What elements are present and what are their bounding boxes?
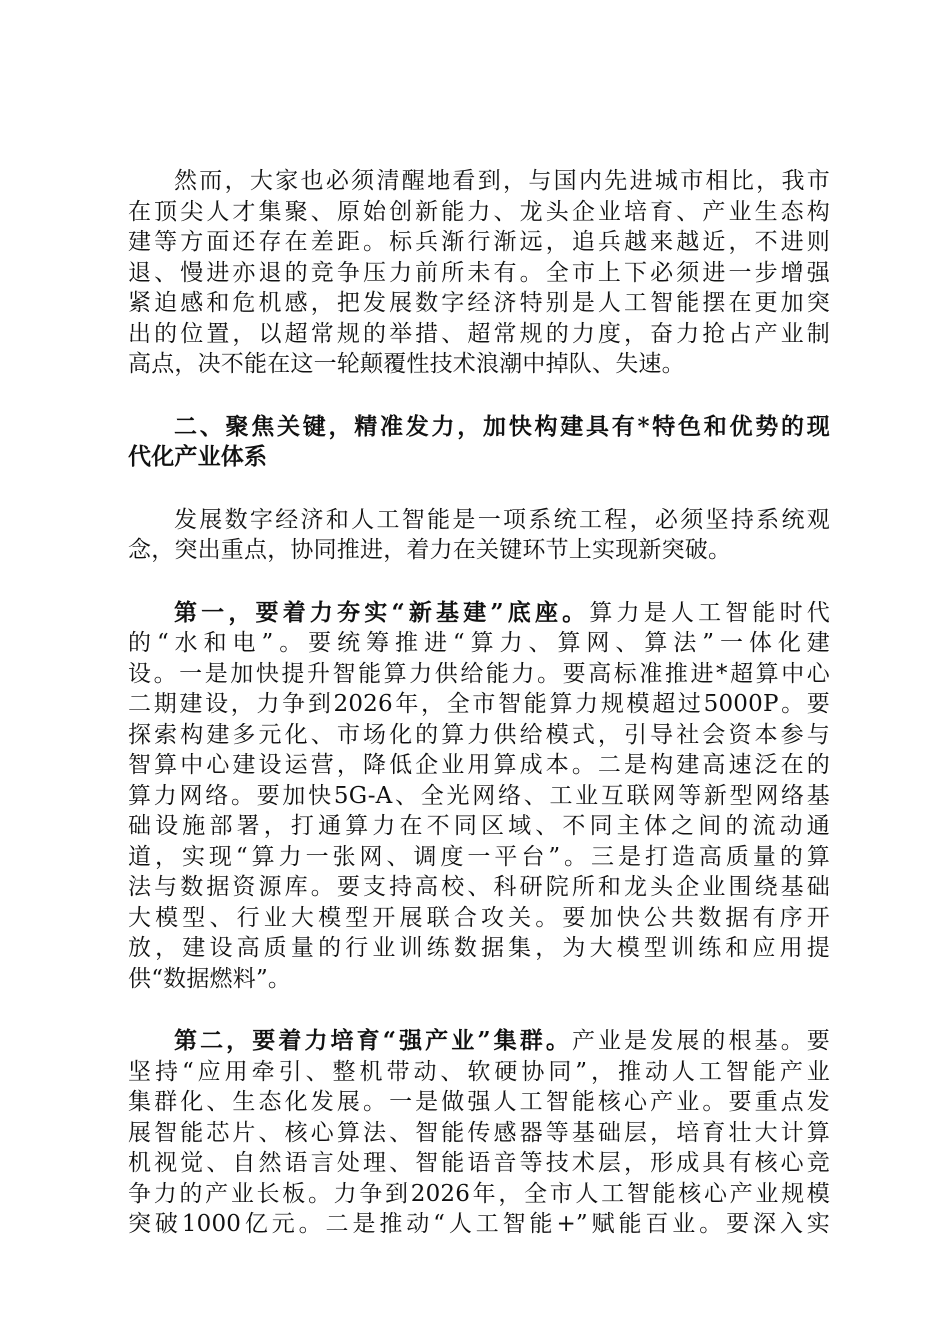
paragraph-line: 争力的产业长板。力争到2026年，全市人工智能核心产业规模 — [128, 1180, 830, 1207]
section-heading — [128, 412, 830, 473]
paragraph-line: 础设施部署，打通算力在不同区域、不同主体之间的流动通 — [128, 813, 830, 839]
paragraph-line: 供“数据燃料”。 — [128, 965, 292, 992]
paragraph-line: 探索构建多元化、市场化的算力供给模式，引导社会资本参与 — [128, 721, 830, 748]
paragraph-line: 发展数字经济和人工智能是一项系统工程，必须坚持系统观 — [174, 506, 830, 533]
paragraph-spacer — [128, 380, 830, 412]
paragraph-line: 出的位置，以超常规的举措、超常规的力度，奋力抢占产业制 — [128, 320, 830, 347]
paragraph-line: 集群化、生态化发展。一是做强人工智能核心产业。要重点发 — [128, 1089, 830, 1115]
paragraph-lead-bold: 第二，要着力培育“强产业”集群。 — [174, 1027, 572, 1054]
paragraph-line: 建等方面还存在差距。标兵渐行渐远，追兵越来越近，不进则 — [128, 229, 830, 255]
paragraph-line: 道，实现“算力一张网、调度一平台”。三是打造高质量的算 — [128, 843, 830, 870]
document-body — [128, 166, 830, 1240]
paragraph-line: 机视觉、自然语言处理、智能语音等技术层，形成具有核心竞 — [128, 1150, 830, 1176]
paragraph-line: 二期建设，力争到2026年，全市智能算力规模超过5000P。要 — [128, 691, 830, 717]
paragraph-line: 放，建设高质量的行业训练数据集，为大模型训练和应用提 — [128, 935, 830, 961]
paragraph-line: 法与数据资源库。要支持高校、科研院所和龙头企业围绕基础 — [128, 874, 830, 900]
paragraph-line: 坚持“应用牵引、整机带动、软硬协同”，推动人工智能产业 — [128, 1058, 830, 1085]
paragraph-line: 然而，大家也必须清醒地看到，与国内先进城市相比，我市 — [174, 168, 830, 194]
paragraph-line: 念，突出重点，协同推进，着力在关键环节上实现新突破。 — [128, 537, 732, 563]
paragraph-line: 算力网络。要加快5G-A、全光网络、工业互联网等新型网络基 — [128, 782, 830, 809]
paragraph-line: 大模型、行业大模型开展联合攻关。要加快公共数据有序开 — [128, 904, 830, 931]
paragraph-line: 突破1000亿元。二是推动“人工智能+”赋能百业。要深入实 — [128, 1211, 830, 1237]
paragraph-intro — [128, 505, 830, 566]
paragraph-lead-bold: 第一，要着力夯实“新基建”底座。 — [174, 598, 590, 626]
paragraph-spacer — [128, 566, 830, 598]
paragraph-line: 智算中心建设运营，降低企业用算成本。二是构建高速泛在的 — [128, 752, 830, 778]
paragraph-lead-rest: 产业是发展的根基。要 — [571, 1028, 830, 1054]
paragraph-lead-line — [128, 598, 830, 629]
paragraph-infrastructure — [128, 598, 830, 995]
paragraph-line: 高点，决不能在这一轮颠覆性技术浪潮中掉队、失速。 — [128, 351, 685, 377]
paragraph-line: 的“水和电”。要统筹推进“算力、算网、算法”一体化建 — [128, 630, 830, 656]
paragraph-gap-analysis — [128, 166, 830, 380]
paragraph-line: 退、慢进亦退的竞争压力前所未有。全市上下必须进一步增强 — [128, 259, 830, 286]
paragraph-spacer — [128, 994, 830, 1026]
paragraph-line: 展智能芯片、核心算法、智能传感器等基础层，培育壮大计算 — [128, 1119, 830, 1146]
paragraph-industry — [128, 1026, 830, 1240]
paragraph-spacer — [128, 473, 830, 505]
heading-line: 代化产业体系 — [128, 443, 268, 470]
paragraph-line: 在顶尖人才集聚、原始创新能力、龙头企业培育、产业生态构 — [128, 198, 830, 225]
paragraph-line: 紧迫感和危机感，把发展数字经济特别是人工智能摆在更加突 — [128, 290, 830, 316]
heading-line: 二、聚焦关键，精准发力，加快构建具有*特色和优势的现 — [174, 412, 830, 440]
paragraph-line: 设。一是加快提升智能算力供给能力。要高标准推进*超算中心 — [128, 660, 830, 687]
paragraph-lead-line — [128, 1026, 830, 1057]
paragraph-lead-rest: 算力是人工智能时代 — [589, 599, 830, 626]
